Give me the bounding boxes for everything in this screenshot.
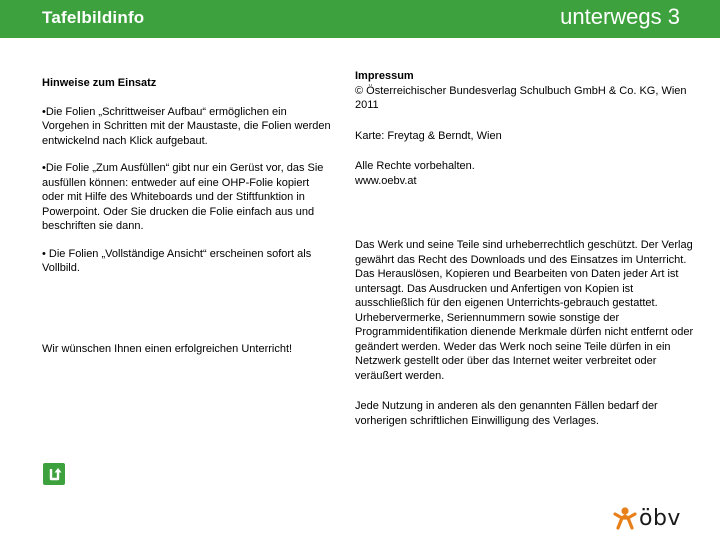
logo-wordmark: öbv	[639, 506, 681, 531]
imprint-heading: Impressum	[355, 70, 414, 82]
publisher-logo	[613, 506, 693, 532]
imprint-consent-text: Jede Nutzung in anderen als den genannten Fällen bedarf der vorherigen schriftlichen Einwilligung des Verlages.	[355, 400, 658, 427]
imprint-copyright: © Österreichischer Bundesverlag Schulbuch GmbH & Co. KG, Wien 2011	[355, 84, 687, 111]
usage-note-full-view: • Die Folien „Vollständige Ansicht“ erscheinen sofort als Vollbild.	[42, 247, 312, 274]
series-title: unterwegs 3	[560, 4, 680, 29]
imprint-map-credit: Karte: Freytag & Berndt, Wien	[355, 129, 502, 142]
imprint-legal-text: Das Werk und seine Teile sind urheberrechtlich geschützt. Der Verlag gewährt das Recht des Downloads und des Einsatzes im Unterricht. Das Herauslösen, Kopieren und Bearbeiten von Daten jeder Art ist untersagt. Das Ausdrucken und Anfertigen von Kopien ist ausschließlich für den eigenen Unterrichts-gebrauch gestattet. Urhebervermerke, Seriennummern sowie sonstige der Programmidentifikation dienende Merkmale dürfen nicht entfernt oder geändert werden. Weder das Werk noch seine Teile dürfen in ein Netzwerk gestellt oder über das Internet weiter verbreitet oder veräußert werden.	[355, 239, 694, 382]
imprint-website[interactable]: www.oebv.at	[355, 174, 417, 187]
slide-title: Tafelbildinfo	[42, 8, 145, 27]
usage-notes	[42, 76, 332, 356]
usage-note-stepwise: •Die Folien „Schrittweiser Aufbau“ ermöglichen ein Vorgehen in Schritten mit der Maustaste, die Folien werden entwickelnd nach Klick aufgebaut.	[42, 105, 331, 147]
usage-note-fill-in: •Die Folie „Zum Ausfüllen“ gibt nur ein Gerüst vor, das Sie ausfüllen können: entweder auf eine OHP-Folie kopiert oder mit Hilfe des Whiteboards und der Stiftfunktion in Powerpoint. Oder Sie drucken die Folie einfach aus und beschriften sie dann.	[42, 162, 324, 232]
usage-heading: Hinweise zum Einsatz	[42, 77, 157, 89]
figure-icon	[613, 506, 637, 532]
imprint-rights: Alle Rechte vorbehalten.	[355, 160, 475, 172]
imprint	[355, 69, 700, 428]
return-arrow-icon	[43, 463, 65, 485]
header-bar	[0, 0, 720, 38]
closing-wish: Wir wünschen Ihnen einen erfolgreichen Unterricht!	[42, 342, 293, 355]
return-button[interactable]	[43, 463, 65, 485]
